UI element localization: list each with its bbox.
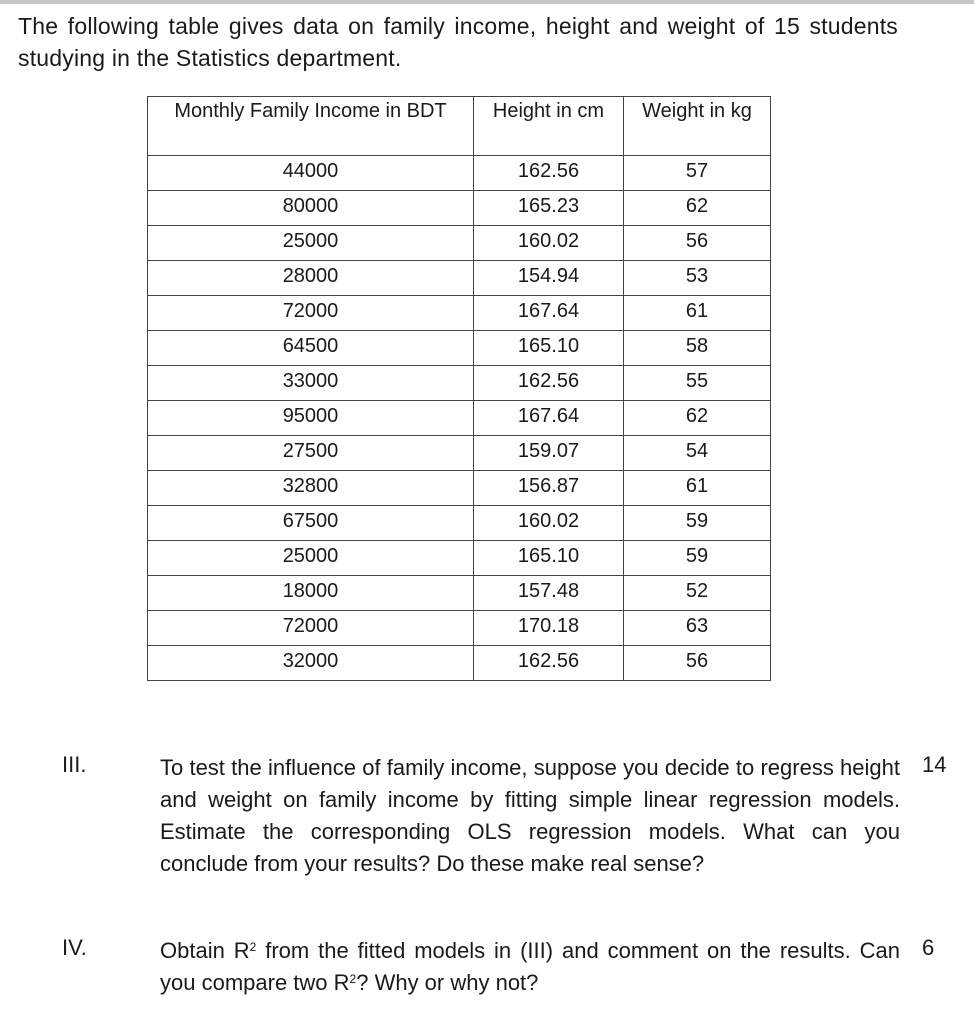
table-row [148, 471, 771, 506]
cell-income: 27500 [148, 436, 474, 471]
table-row [148, 296, 771, 331]
table-row [148, 646, 771, 681]
question-4-superscript-a: 2 [249, 940, 257, 954]
table-row [148, 331, 771, 366]
cell-income: 25000 [148, 226, 474, 261]
cell-height: 154.94 [474, 261, 624, 296]
cell-weight: 56 [624, 646, 771, 681]
table-row [148, 156, 771, 191]
table-row [148, 226, 771, 261]
question-4-number: IV. [62, 935, 87, 960]
cell-income: 33000 [148, 366, 474, 401]
table-header-row [148, 97, 771, 156]
cell-income: 67500 [148, 506, 474, 541]
question-4-text-a: Obtain R [160, 938, 250, 963]
cell-income: 44000 [148, 156, 474, 191]
cell-weight: 61 [624, 471, 771, 506]
cell-height: 162.56 [474, 156, 624, 191]
question-3-text: To test the influence of family income, suppose you decide to regress height and weight on family income by fitting simple linear regression models. Estimate the corresponding OLS regression models. What can you conclude from your results? Do these make real sense? [160, 755, 900, 876]
cell-weight: 58 [624, 331, 771, 366]
cell-height: 167.64 [474, 296, 624, 331]
top-rule [0, 0, 974, 4]
question-4-text [160, 935, 900, 999]
cell-income: 72000 [148, 296, 474, 331]
cell-height: 157.48 [474, 576, 624, 611]
cell-weight: 59 [624, 541, 771, 576]
data-table [147, 96, 771, 681]
table-body [148, 156, 771, 681]
cell-income: 72000 [148, 611, 474, 646]
cell-income: 80000 [148, 191, 474, 226]
cell-income: 25000 [148, 541, 474, 576]
cell-weight: 59 [624, 506, 771, 541]
cell-height: 162.56 [474, 646, 624, 681]
question-3-number: III. [62, 752, 87, 777]
cell-weight: 52 [624, 576, 771, 611]
cell-weight: 57 [624, 156, 771, 191]
table-row [148, 261, 771, 296]
cell-weight: 62 [624, 401, 771, 436]
cell-income: 95000 [148, 401, 474, 436]
cell-height: 165.10 [474, 331, 624, 366]
cell-weight: 62 [624, 191, 771, 226]
cell-height: 162.56 [474, 366, 624, 401]
question-3-marks: 14 [922, 752, 947, 777]
question-4-marks: 6 [922, 935, 935, 960]
cell-height: 160.02 [474, 226, 624, 261]
cell-weight: 53 [624, 261, 771, 296]
table-row [148, 541, 771, 576]
cell-income: 32000 [148, 646, 474, 681]
question-4-superscript-b: 2 [349, 972, 357, 986]
cell-height: 167.64 [474, 401, 624, 436]
cell-height: 165.23 [474, 191, 624, 226]
table-row [148, 576, 771, 611]
intro-paragraph: The following table gives data on family income, height and weight of 15 students studying in the Statistics department. [18, 13, 898, 71]
cell-height: 170.18 [474, 611, 624, 646]
cell-income: 28000 [148, 261, 474, 296]
header-height: Height in cm [474, 97, 624, 156]
cell-height: 159.07 [474, 436, 624, 471]
cell-income: 64500 [148, 331, 474, 366]
table-row [148, 366, 771, 401]
question-4-text-c: ? Why or why not? [356, 970, 539, 995]
cell-height: 156.87 [474, 471, 624, 506]
question-4-text-b: from the fitted models in (III) and comment on the results. Can you compare two R [160, 938, 901, 995]
header-weight: Weight in kg [624, 97, 771, 156]
header-income: Monthly Family Income in BDT [148, 97, 474, 156]
table-row [148, 436, 771, 471]
cell-weight: 55 [624, 366, 771, 401]
table-row [148, 401, 771, 436]
table-row [148, 611, 771, 646]
cell-height: 160.02 [474, 506, 624, 541]
cell-income: 32800 [148, 471, 474, 506]
cell-weight: 61 [624, 296, 771, 331]
cell-height: 165.10 [474, 541, 624, 576]
cell-weight: 56 [624, 226, 771, 261]
cell-weight: 63 [624, 611, 771, 646]
cell-income: 18000 [148, 576, 474, 611]
table-row [148, 191, 771, 226]
table-row [148, 506, 771, 541]
cell-weight: 54 [624, 436, 771, 471]
